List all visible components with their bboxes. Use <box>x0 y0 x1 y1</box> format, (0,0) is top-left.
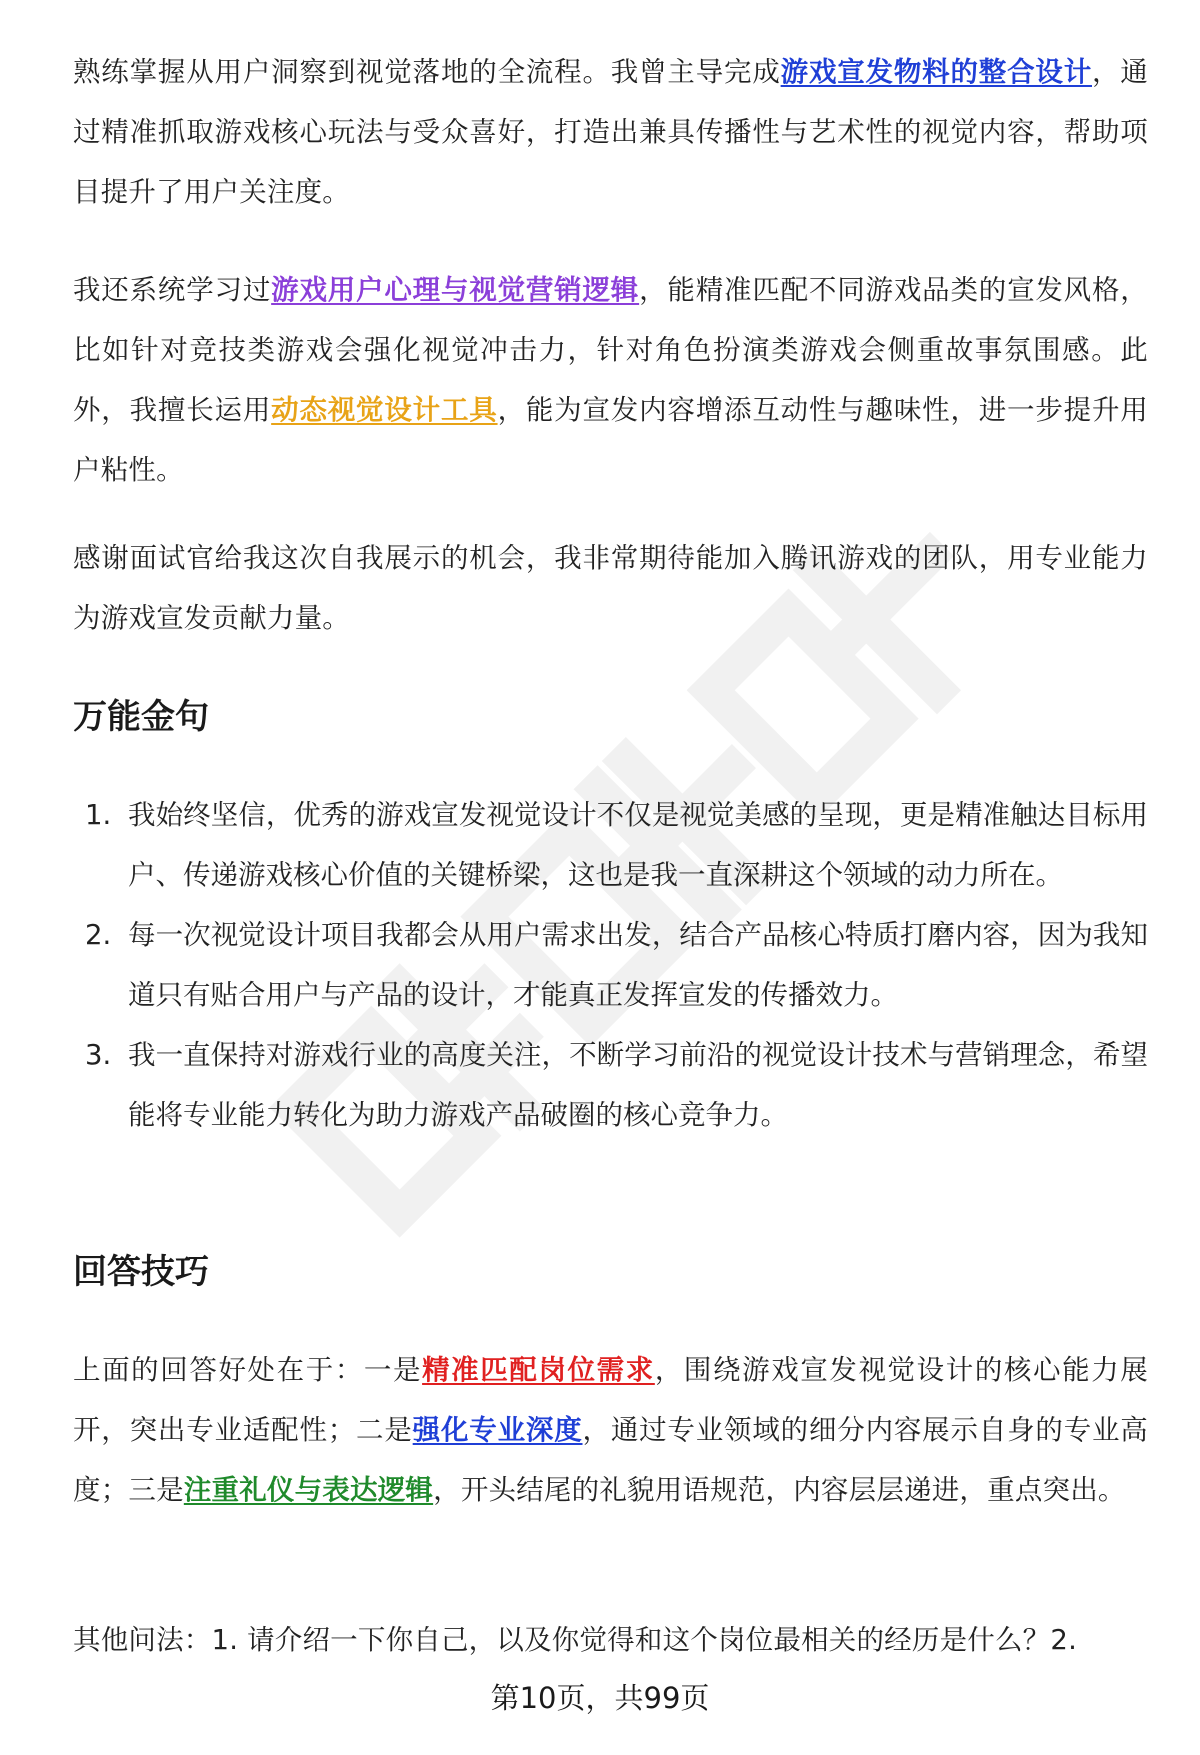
list-item <box>73 785 1148 905</box>
highlight-professional-depth: 强化专业深度 <box>412 1414 583 1446</box>
list-number: 2. <box>85 919 112 951</box>
list-item-text: 每一次视觉设计项目我都会从用户需求出发，结合产品核心特质打磨内容，因为我知道只有贴合用户与产品的设计，才能真正发挥宣发的传播效力。 <box>128 919 1148 1011</box>
tips-paragraph <box>73 1340 1148 1520</box>
highlight-motion-tools: 动态视觉设计工具 <box>271 394 498 426</box>
highlight-user-psychology: 游戏用户心理与视觉营销逻辑 <box>271 274 640 306</box>
section-title-answer-tips: 回答技巧 <box>73 1252 209 1292</box>
paragraph-text: ，通过专业领域的细分内容展示自身的专业高度；三是 <box>73 1414 1149 1506</box>
list-item-text: 我一直保持对游戏行业的高度关注，不断学习前沿的视觉设计技术与营销理念，希望能将专业能力转化为助力游戏产品破圈的核心竞争力。 <box>128 1039 1148 1131</box>
thanks-paragraph <box>73 528 1148 648</box>
paragraph-text: 感谢面试官给我这次自我展示的机会，我非常期待能加入腾讯游戏的团队，用专业能力为游戏宣发贡献力量。 <box>73 542 1148 634</box>
highlight-etiquette-logic: 注重礼仪与表达逻辑 <box>183 1474 434 1506</box>
list-number: 1. <box>85 799 112 831</box>
paragraph-text: ，通过精准抓取游戏核心玩法与受众喜好，打造出兼具传播性与艺术性的视觉内容，帮助项目提升了用户关注度。 <box>73 56 1149 208</box>
other-questions-text: 其他问法：1. 请介绍一下你自己，以及你觉得和这个岗位最相关的经历是什么？2. <box>73 1624 1078 1656</box>
golden-sentences-list <box>73 785 1148 1145</box>
paragraph-text: ，围绕游戏宣发视觉设计的核心能力展开，突出专业适配性；二是 <box>73 1354 1148 1446</box>
paragraph-text: ，能精准匹配不同游戏品类的宣发风格，比如针对竞技类游戏会强化视觉冲击力，针对角色扮演类游戏会侧重故事氛围感。此外，我擅长运用 <box>73 274 1148 426</box>
highlight-promo-materials: 游戏宣发物料的整合设计 <box>780 56 1092 88</box>
list-item <box>73 1025 1148 1145</box>
intro-paragraph <box>73 42 1148 222</box>
highlight-match-requirements: 精准匹配岗位需求 <box>422 1354 655 1386</box>
skills-paragraph <box>73 260 1148 500</box>
list-item-text: 我始终坚信，优秀的游戏宣发视觉设计不仅是视觉美感的呈现，更是精准触达目标用户、传递游戏核心价值的关键桥梁，这也是我一直深耕这个领域的动力所在。 <box>128 799 1148 891</box>
list-number: 3. <box>85 1039 112 1071</box>
paragraph-text: 上面的回答好处在于：一是 <box>73 1354 423 1386</box>
paragraph-text: 我还系统学习过 <box>73 274 272 306</box>
paragraph-text: 熟练掌握从用户洞察到视觉落地的全流程。我曾主导完成 <box>73 56 781 88</box>
page-number-footer: 第10页，共99页 <box>490 1681 710 1715</box>
other-questions-line <box>73 1610 1148 1670</box>
section-title-golden-sentences: 万能金句 <box>73 697 209 737</box>
paragraph-text: ，开头结尾的礼貌用语规范，内容层层递进，重点突出。 <box>433 1474 1126 1506</box>
list-item <box>73 905 1148 1025</box>
paragraph-text: ，能为宣发内容增添互动性与趣味性，进一步提升用户粘性。 <box>73 394 1148 486</box>
